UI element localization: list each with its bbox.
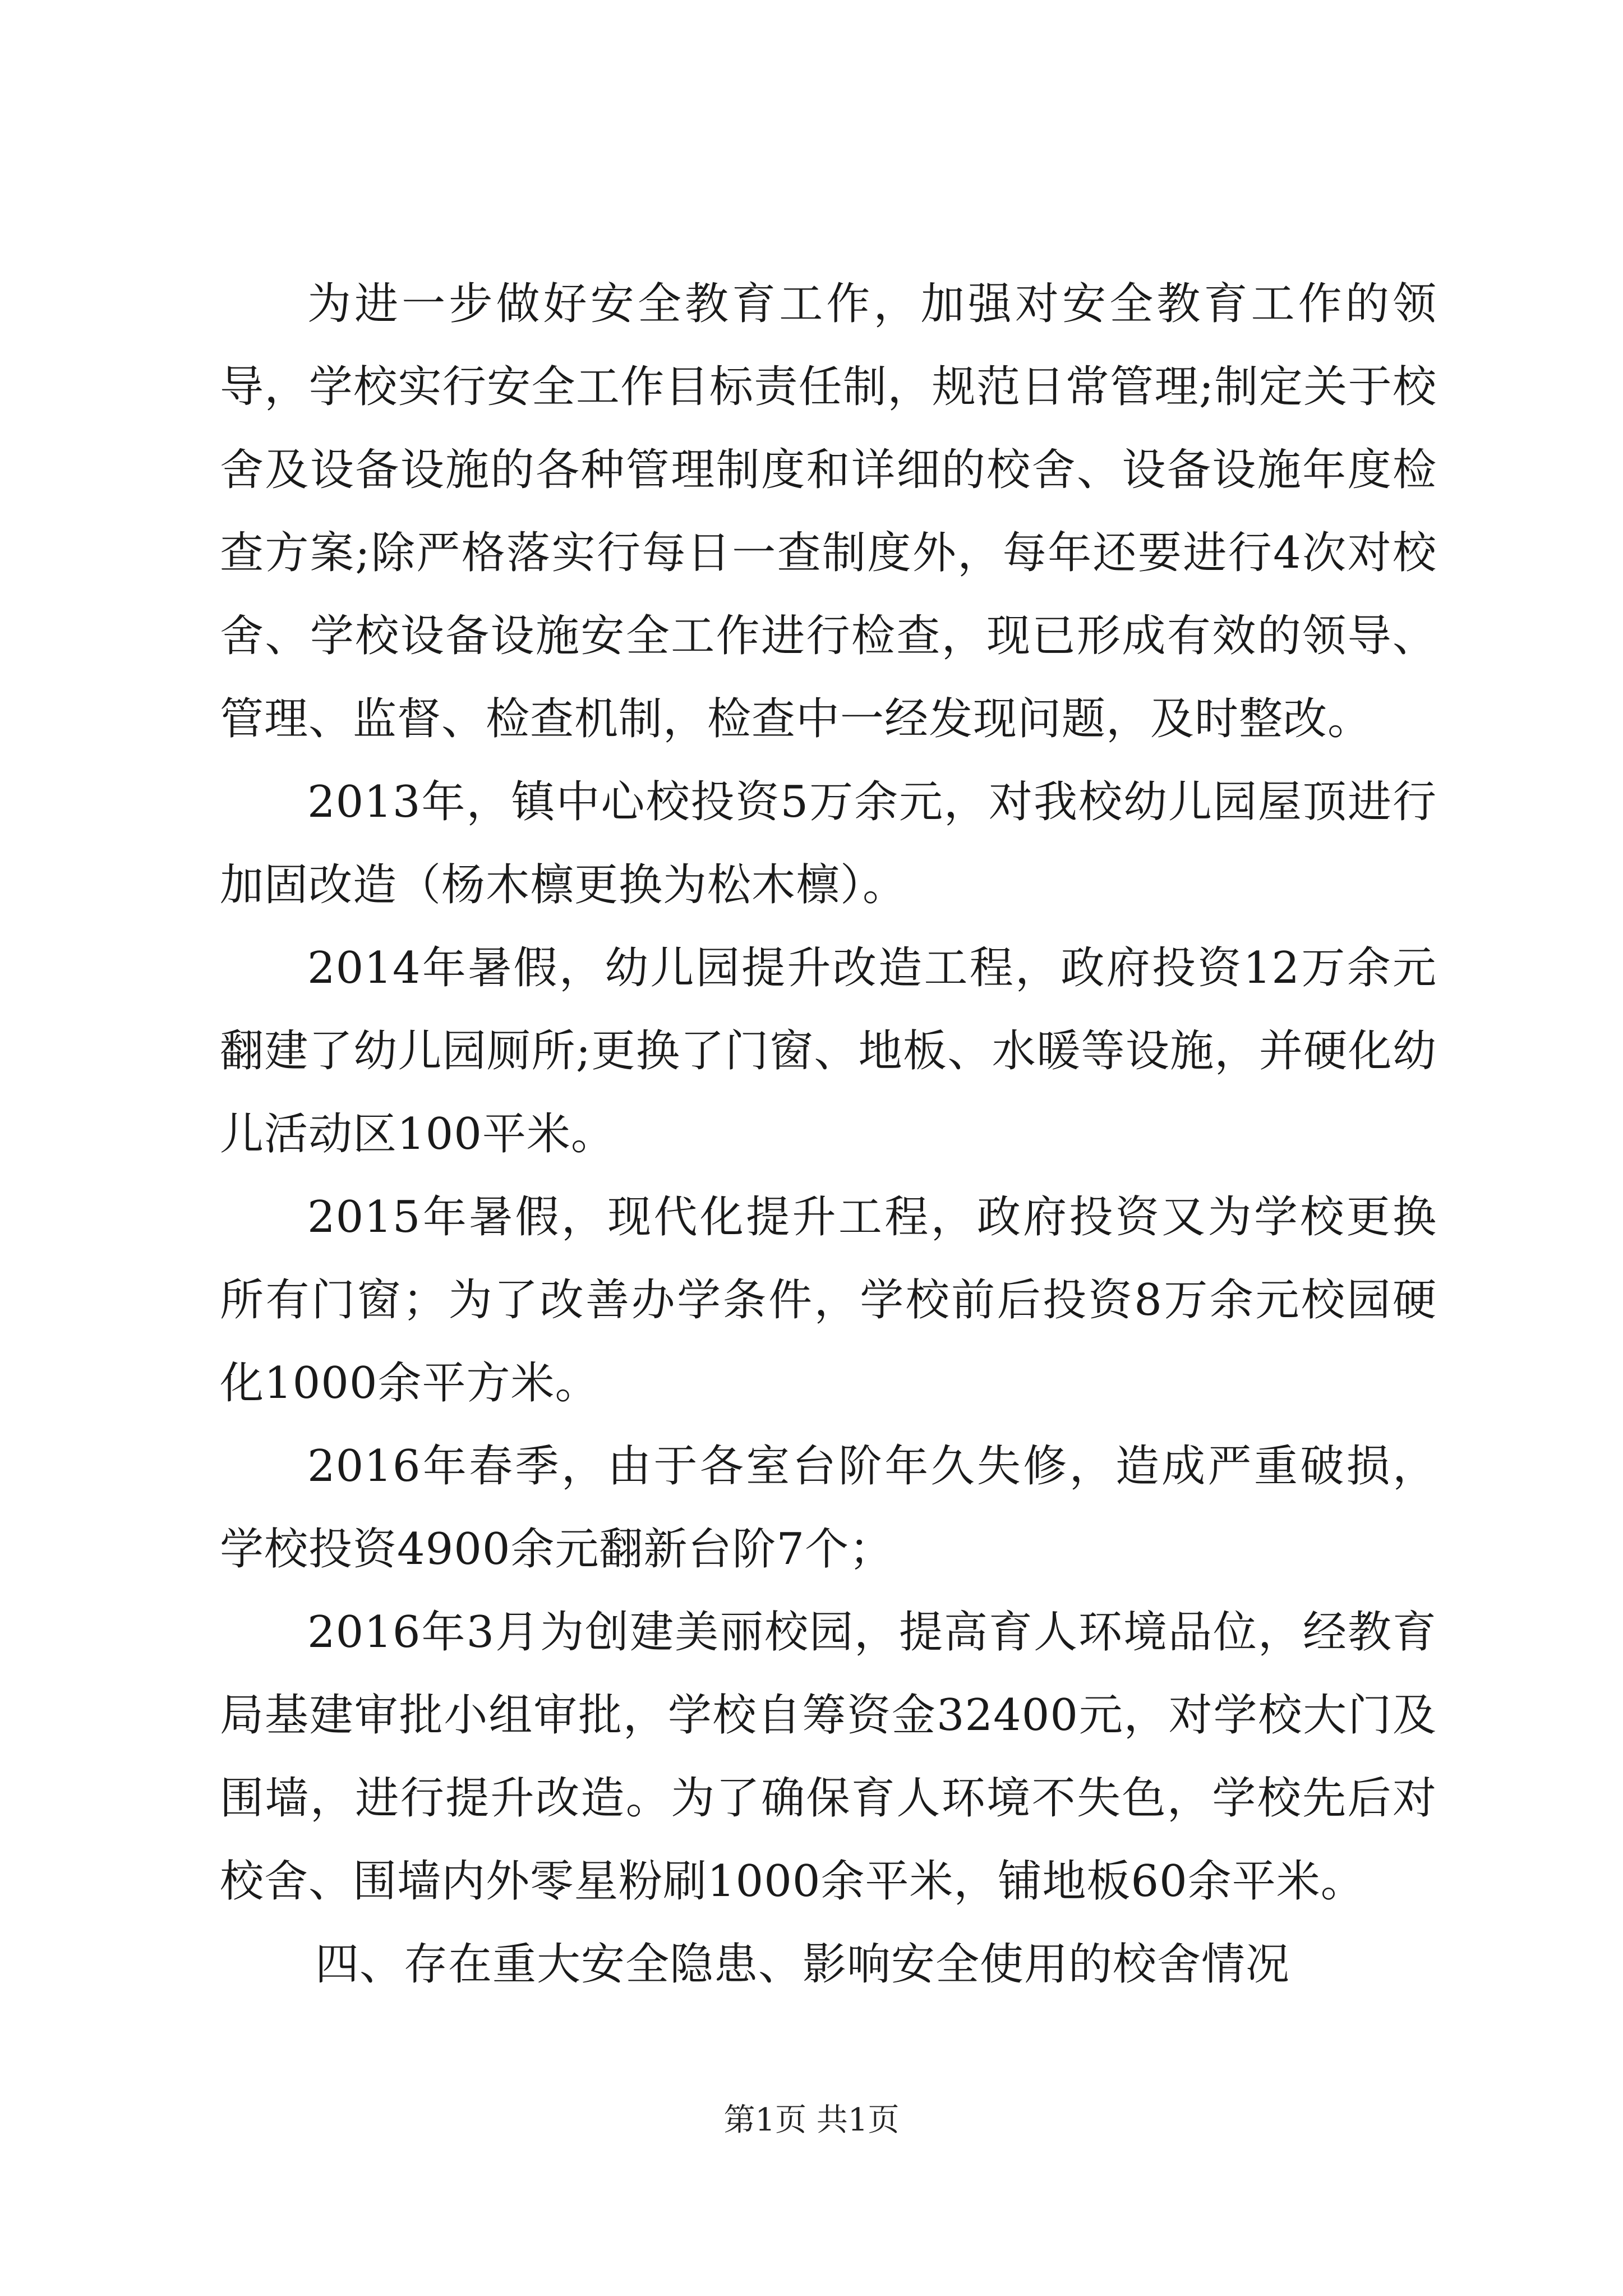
paragraph-safety-management: 为进一步做好安全教育工作，加强对安全教育工作的领导，学校实行安全工作目标责任制，规范日常管理;制定关于校舍及设备设施的各种管理制度和详细的校舍、设备设施年度检查方案;除严格落实行每日一查制度外，每年还要进行4次对校舍、学校设备设施安全工作进行检查，现已形成有效的领导、管理、监督、检查机制，检查中一经发现问题，及时整改。	[220, 279, 1437, 744]
page-number-label: 第1页 共1页	[723, 2102, 900, 2138]
section-heading: 四、存在重大安全隐患、影响安全使用的校舍情况	[315, 1939, 1290, 1990]
document-body	[220, 263, 1437, 2006]
paragraph-2015-modernization: 2015年暑假，现代化提升工程，政府投资又为学校更换所有门窗；为了改善办学条件，学校前后投资8万余元校园硬化1000余平方米。	[220, 1192, 1437, 1409]
paragraph-2016-march-campus: 2016年3月为创建美丽校园，提高育人环境品位，经教育局基建审批小组审批，学校自筹资金32400元，对学校大门及围墙，进行提升改造。为了确保育人环境不失色，学校先后对校舍、围墙内外零星粉刷1000余平米，铺地板60余平米。	[220, 1607, 1437, 1907]
paragraph-2013-roof-reinforcement: 2013年，镇中心校投资5万余元，对我校幼儿园屋顶进行加固改造（杨木檩更换为松木檩）。	[220, 777, 1437, 910]
page-footer	[0, 2098, 1623, 2143]
paragraph-2014-kindergarten-renovation: 2014年暑假，幼儿园提升改造工程，政府投资12万余元翻建了幼儿园厕所;更换了门窗、地板、水暖等设施，并硬化幼儿活动区100平米。	[220, 943, 1437, 1159]
paragraph-2016-spring-steps: 2016年春季，由于各室台阶年久失修，造成严重破损，学校投资4900余元翻新台阶7个；	[220, 1441, 1437, 1575]
